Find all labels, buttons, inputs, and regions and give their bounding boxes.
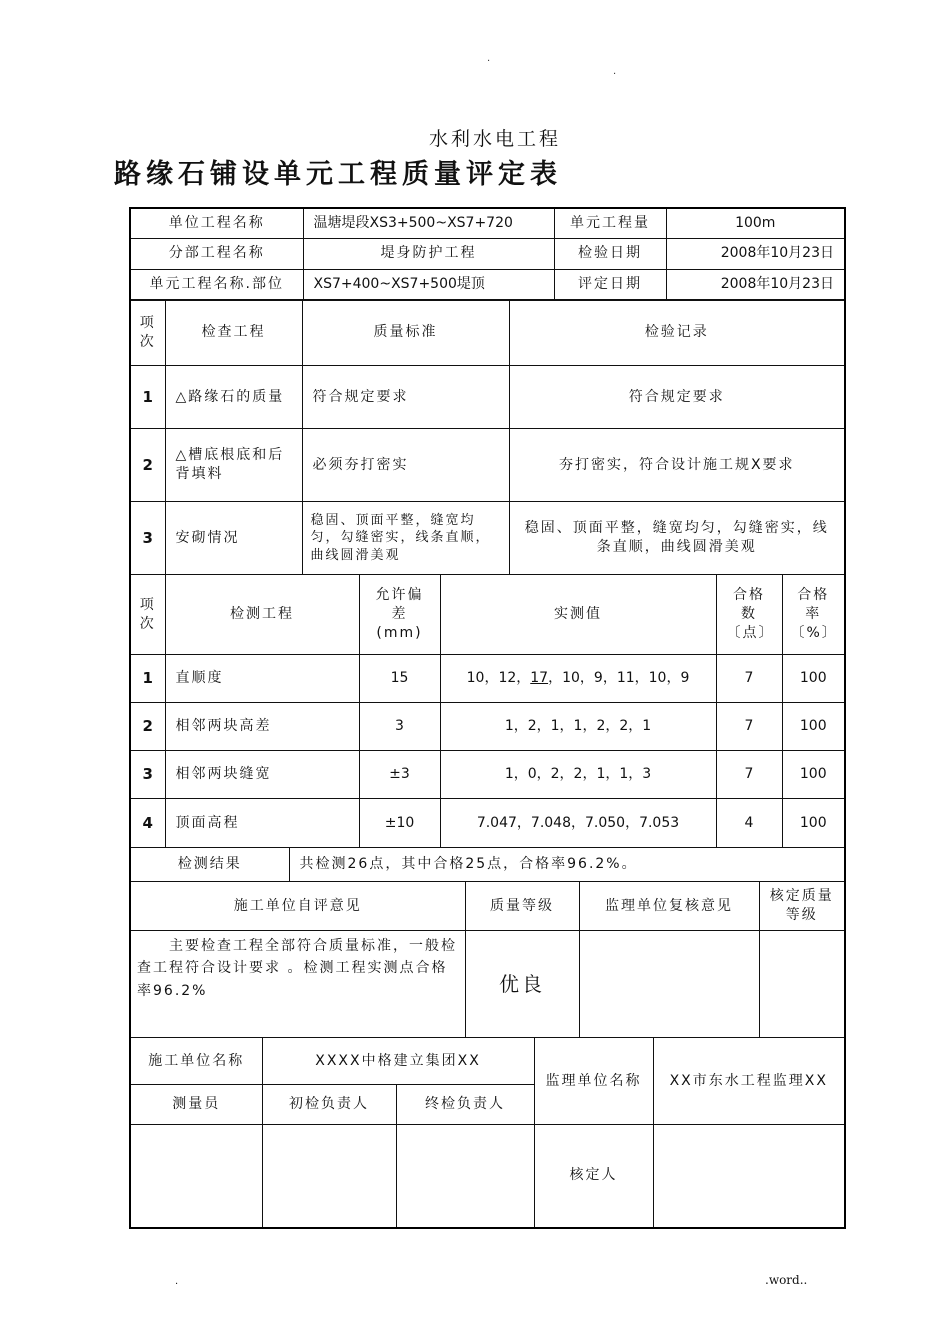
row-tolerance: 15 [359, 655, 440, 703]
row-item: 顶面高程 [165, 799, 359, 848]
supervisor-review-value [579, 931, 759, 1038]
measurement-row [130, 751, 845, 799]
inspection-row [130, 429, 845, 502]
row-record: 符合规定要求 [509, 366, 845, 429]
surveyor-label: 测量员 [130, 1085, 262, 1125]
header-value: 堤身防护工程 [303, 238, 554, 269]
row-item: 直顺度 [165, 655, 359, 703]
col-rate: 合格率〔%〕 [782, 575, 845, 655]
row-tolerance: 3 [359, 703, 440, 751]
col-record: 检验记录 [509, 300, 845, 366]
quality-grade-value: 优良 [465, 931, 579, 1038]
col-supervisor-review: 监理单位复核意见 [579, 882, 759, 931]
row-pass: 7 [716, 655, 782, 703]
inspection-row [130, 366, 845, 429]
evaluation-row [130, 931, 845, 1038]
page-title: 路缘石铺设单元工程质量评定表 [114, 159, 562, 190]
surveyor-signature [130, 1125, 262, 1228]
verified-grade-value [759, 931, 845, 1038]
result-label: 检测结果 [130, 848, 289, 882]
measurement-row [130, 655, 845, 703]
footer-left: . [175, 1276, 179, 1287]
result-text: 共检测26点，其中合格25点，合格率96.2%。 [289, 848, 845, 882]
header-label: 单位工程名称 [130, 208, 303, 238]
footer-right: .word.. [765, 1273, 808, 1287]
row-values [440, 655, 716, 703]
header-value: 2008年10月23日 [666, 269, 845, 300]
builder-label: 施工单位名称 [130, 1038, 262, 1085]
header-value: 100m [666, 208, 845, 238]
row-standard: 符合规定要求 [302, 366, 509, 429]
row-rate: 100 [782, 703, 845, 751]
row-record: 稳固、顶面平整，缝宽均匀，勾缝密实，线条直顺，曲线圆滑美观 [509, 502, 845, 575]
row-pass: 4 [716, 799, 782, 848]
row-standard: 必须夯打密实 [302, 429, 509, 502]
self-evaluation-text: 主要检查工程全部符合质量标准，一般检查工程符合设计要求 。检测工程实测点合格率96.2% [130, 931, 465, 1038]
supervisor-label: 监理单位名称 [534, 1038, 653, 1125]
approver-signature [653, 1125, 845, 1228]
result-row [130, 848, 845, 882]
signature-row [130, 1125, 845, 1228]
final-check-label: 终检负责人 [396, 1085, 534, 1125]
row-no: 3 [130, 751, 165, 799]
row-item: 相邻两块高差 [165, 703, 359, 751]
row-item: 安砌情况 [165, 502, 302, 575]
row-values: 7.047，7.048，7.050，7.053 [440, 799, 716, 848]
header-section [129, 207, 844, 301]
header-value: 2008年10月23日 [666, 238, 845, 269]
row-item: △路缘石的质量 [165, 366, 302, 429]
approver-label: 核定人 [534, 1125, 653, 1228]
col-standard: 质量标准 [302, 300, 509, 366]
top-dot: . [613, 66, 617, 77]
header-row [130, 238, 845, 269]
signature-section [129, 1037, 844, 1229]
header-label: 检验日期 [554, 238, 666, 269]
row-no: 4 [130, 799, 165, 848]
first-check-signature [262, 1125, 396, 1228]
measurement-header-row [130, 575, 845, 655]
values-part: ，10，9，11，10，9 [548, 670, 690, 687]
evaluation-header-row [130, 882, 845, 931]
header-value: 温塘堤段XS3+500~XS7+720 [303, 208, 554, 238]
row-item: △槽底根底和后背填料 [165, 429, 302, 502]
row-values: 1，0，2，2，1，1，3 [440, 751, 716, 799]
inspection-row [130, 502, 845, 575]
row-no: 3 [130, 502, 165, 575]
page-subtitle: 水利水电工程 [428, 128, 561, 150]
header-label: 分部工程名称 [130, 238, 303, 269]
result-section [129, 847, 844, 882]
header-value: XS7+400~XS7+500堤顶 [303, 269, 554, 300]
builder-value: XXXX中格建立集团XX [262, 1038, 534, 1085]
row-no: 2 [130, 429, 165, 502]
col-no: 项次 [130, 300, 165, 366]
col-tolerance: 允许偏差(mm) [359, 575, 440, 655]
row-rate: 100 [782, 655, 845, 703]
header-label: 单元工程名称.部位 [130, 269, 303, 300]
final-check-signature [396, 1125, 534, 1228]
col-item: 检查工程 [165, 300, 302, 366]
row-rate: 100 [782, 751, 845, 799]
signature-row [130, 1038, 845, 1085]
measurement-section [129, 574, 844, 848]
inspection-header-row [130, 300, 845, 366]
col-verified-grade: 核定质量等级 [759, 882, 845, 931]
first-check-label: 初检负责人 [262, 1085, 396, 1125]
row-pass: 7 [716, 751, 782, 799]
evaluation-section [129, 881, 844, 1038]
col-no: 项次 [130, 575, 165, 655]
col-item: 检测工程 [165, 575, 359, 655]
inspection-section [129, 299, 844, 575]
row-standard: 稳固、顶面平整，缝宽均匀，勾缝密实，线条直顺，曲线圆滑美观 [302, 502, 509, 575]
supervisor-value: XX市东水工程监理XX [653, 1038, 845, 1125]
values-underlined: 17 [530, 670, 549, 687]
header-label: 评定日期 [554, 269, 666, 300]
row-tolerance: ±10 [359, 799, 440, 848]
header-label: 单元工程量 [554, 208, 666, 238]
row-values: 1，2，1，1，2，2，1 [440, 703, 716, 751]
col-pass: 合格数〔点〕 [716, 575, 782, 655]
row-rate: 100 [782, 799, 845, 848]
row-no: 1 [130, 366, 165, 429]
col-self-evaluation: 施工单位自评意见 [130, 882, 465, 931]
values-part: 10，12， [466, 670, 531, 687]
row-tolerance: ±3 [359, 751, 440, 799]
measurement-row [130, 799, 845, 848]
col-quality-grade: 质量等级 [465, 882, 579, 931]
header-row [130, 269, 845, 300]
col-values: 实测值 [440, 575, 716, 655]
row-pass: 7 [716, 703, 782, 751]
row-no: 2 [130, 703, 165, 751]
row-no: 1 [130, 655, 165, 703]
measurement-row [130, 703, 845, 751]
row-record: 夯打密实，符合设计施工规X要求 [509, 429, 845, 502]
header-row [130, 208, 845, 238]
row-item: 相邻两块缝宽 [165, 751, 359, 799]
top-dot: . [487, 53, 491, 64]
